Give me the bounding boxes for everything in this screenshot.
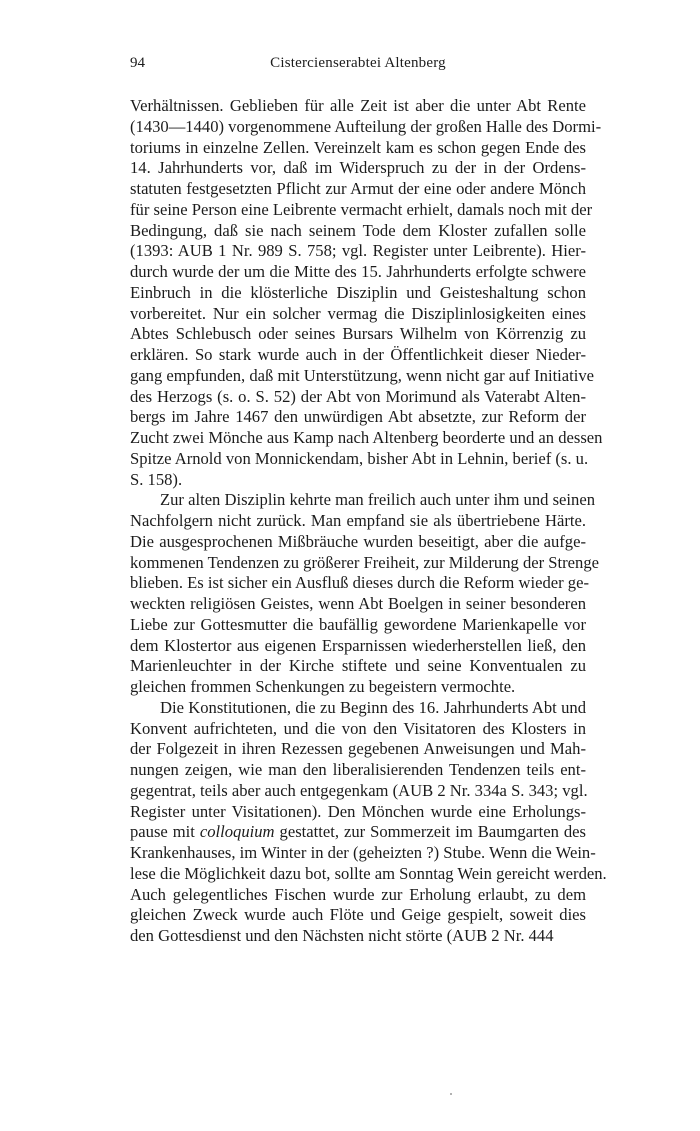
text-line: Die ausgesprochenen Mißbräuche wurden beseitigt, aber die aufge-	[130, 531, 586, 551]
text-line: gleichen frommen Schenkungen zu begeistern vermochte.	[130, 677, 516, 696]
text-line: Spitze Arnold von Monnickendam, bisher Abt in Lehnin, berief (s. u.	[130, 448, 589, 468]
text-line: weckten religiösen Geistes, wenn Abt Boelgen in seiner besonderen	[130, 594, 586, 613]
text-line: S. 158).	[130, 469, 183, 489]
page-number: 94	[130, 55, 145, 71]
text-line: gang empfunden, daß mit Unterstützung, wenn nicht gar auf Initiative	[130, 365, 595, 385]
print-speck	[450, 1093, 452, 1095]
text-line: erklären. So stark wurde auch in der Öffentlichkeit dieser Nieder-	[130, 345, 586, 364]
paragraph	[130, 490, 599, 698]
text-line: gegentrat, teils aber auch entgegenkam (AUB 2 Nr. 334a S. 343; vgl.	[130, 780, 588, 800]
text-line: Konvent aufrichteten, und die von den Visitatoren des Klosters in	[130, 718, 586, 738]
text-line: nungen zeigen, wie man den liberalisierenden Tendenzen teils ent-	[130, 760, 586, 779]
text-line: toriums in einzelne Zellen. Vereinzelt kam es schon gegen Ende des	[130, 137, 586, 157]
page-header	[130, 55, 586, 77]
text-line: Abtes Schlebusch oder seines Bursars Wilhelm von Körrenzig zu	[130, 324, 586, 344]
text-line: Verhältnissen. Geblieben für alle Zeit ist aber die unter Abt Rente	[130, 96, 586, 115]
text-line: blieben. Es ist sicher ein Ausfluß dieses durch die Reform wieder ge-	[130, 573, 589, 593]
text-line: vorbereitet. Nur ein solcher vermag die Disziplinlosigkeiten eines	[130, 303, 586, 323]
text-line: kommenen Tendenzen zu größerer Freiheit, zur Milderung der Strenge	[130, 552, 599, 572]
text-line: dem Klostertor aus eigenen Ersparnissen wiederherstellen ließ, den	[130, 635, 586, 655]
text-line: Einbruch in die klösterliche Disziplin und Geisteshaltung schon	[130, 282, 586, 302]
text-line: Bedingung, daß sie nach seinem Tode dem Kloster zufallen solle	[130, 220, 586, 240]
text-line: 14. Jahrhunderts vor, daß im Widerspruch zu der in der Ordens-	[130, 158, 586, 178]
body-text	[130, 96, 607, 947]
text-line: Die Konstitutionen, die zu Beginn des 16. Jahrhunderts Abt und	[160, 697, 586, 717]
text-line: bergs im Jahre 1467 den unwürdigen Abt absetzte, zur Reform der	[130, 407, 586, 427]
text-line: Zur alten Disziplin kehrte man freilich auch unter ihm und seinen	[160, 490, 595, 510]
text-line: pause mit colloquium gestattet, zur Sommerzeit im Baumgarten des	[130, 822, 586, 842]
text-line: Nachfolgern nicht zurück. Man empfand sie als übertriebene Härte.	[130, 511, 586, 530]
text-line: der Folgezeit in ihren Rezessen gegebenen Anweisungen und Mah-	[130, 739, 586, 759]
text-line: statuten festgesetzten Pflicht zur Armut der eine oder andere Mönch	[130, 179, 586, 198]
text-line: Register unter Visitationen). Den Mönchen wurde eine Erholungs-	[130, 801, 586, 821]
text-line: den Gottesdienst und den Nächsten nicht störte (AUB 2 Nr. 444	[130, 926, 554, 945]
text-line: Marienleuchter in der Kirche stiftete und seine Konventualen zu	[130, 656, 586, 676]
paragraph	[130, 96, 603, 490]
text-line: Zucht zwei Mönche aus Kamp nach Altenberg beorderte und an dessen	[130, 428, 603, 447]
running-title: Cistercienserabtei Altenberg	[270, 55, 446, 71]
text-line: Auch gelegentliches Fischen wurde zur Erholung erlaubt, zu dem	[130, 884, 586, 904]
text-line: Liebe zur Gottesmutter die baufällig gewordene Marienkapelle vor	[130, 614, 586, 634]
text-line: für seine Person eine Leibrente vermacht erhielt, damals noch mit der	[130, 199, 593, 219]
text-line: (1430—1440) vorgenommene Aufteilung der großen Halle des Dormi-	[130, 116, 602, 136]
text-line: (1393: AUB 1 Nr. 989 S. 758; vgl. Register unter Leibrente). Hier-	[130, 241, 586, 261]
text-line: durch wurde der um die Mitte des 15. Jahrhunderts erfolgte schwere	[130, 262, 586, 281]
text-line: gleichen Zweck wurde auch Flöte und Geige gespielt, soweit dies	[130, 905, 586, 925]
text-line: des Herzogs (s. o. S. 52) der Abt von Morimund als Vaterabt Alten-	[130, 386, 586, 406]
italic-term: colloquium	[199, 822, 275, 842]
paragraph	[130, 697, 607, 947]
text-line: lese die Möglichkeit dazu bot, sollte am Sonntag Wein gereicht werden.	[130, 863, 607, 883]
text-line: Krankenhauses, im Winter in der (geheizten ?) Stube. Wenn die Wein-	[130, 843, 596, 862]
